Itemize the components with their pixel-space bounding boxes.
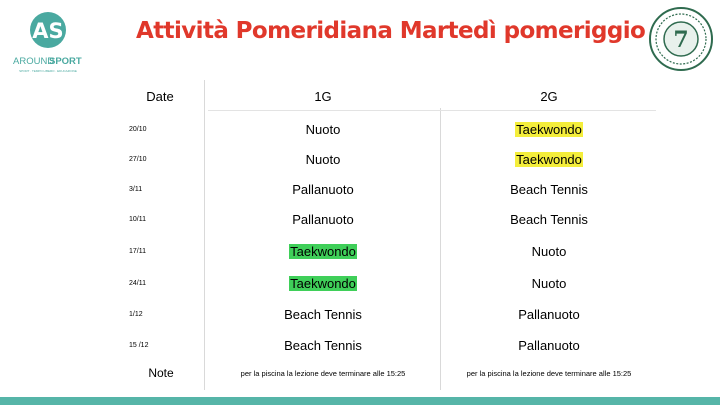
- table-row: [124, 238, 656, 264]
- table-row: [124, 332, 656, 358]
- row-1g-activity: Beach Tennis: [284, 306, 362, 322]
- row-2g-activity: Pallanuoto: [518, 337, 580, 353]
- school-seal-graphic: [648, 6, 714, 72]
- row-1g-activity: Nuoto: [305, 121, 341, 137]
- row-date: 27/10: [129, 155, 147, 163]
- note-label: Note: [148, 366, 174, 380]
- footer-bar: [0, 397, 720, 405]
- row-date: 24/11: [129, 279, 146, 287]
- header-1g: 1G: [314, 88, 332, 104]
- logo-name-sport: SPORT: [49, 56, 82, 67]
- header-date: Date: [146, 88, 174, 104]
- row-2g-activity: Taekwondo: [516, 121, 582, 137]
- row-1g-activity: Taekwondo: [290, 275, 356, 291]
- table-row: [124, 206, 656, 232]
- aroundsport-logo: [8, 6, 88, 76]
- row-date: 1/12: [129, 310, 143, 318]
- row-date: 10/11: [129, 215, 146, 223]
- logo-letters: AS: [32, 19, 64, 43]
- row-date: 3/11: [129, 185, 143, 193]
- row-date: 20/10: [129, 125, 147, 133]
- row-1g-activity: Pallanuoto: [292, 181, 354, 197]
- row-date: 17/11: [129, 247, 146, 255]
- row-2g-activity: Beach Tennis: [510, 181, 588, 197]
- row-2g-activity: Taekwondo: [516, 151, 582, 167]
- row-1g-activity: Pallanuoto: [292, 211, 354, 227]
- logo-tagline: SPORT · TEMPO LIBERO · EDUCAZIONE: [19, 69, 77, 73]
- note-2g: per la piscina la lezione deve terminare alle 15:25: [466, 368, 632, 378]
- table-row: [124, 116, 656, 142]
- table-row: [124, 301, 656, 327]
- row-1g-activity: Beach Tennis: [284, 337, 362, 353]
- row-2g-activity: Nuoto: [531, 275, 567, 291]
- table-row: [124, 270, 656, 296]
- table-row-note: [124, 360, 656, 386]
- seal-numeral: 7: [673, 27, 689, 53]
- schedule-table: [124, 80, 656, 390]
- header-2g: 2G: [540, 88, 558, 104]
- row-1g-activity: Taekwondo: [290, 243, 356, 259]
- row-2g-activity: Beach Tennis: [510, 211, 588, 227]
- school-seal: [648, 6, 714, 72]
- table-row: [124, 176, 656, 202]
- table-row: [124, 146, 656, 172]
- row-2g-activity: Pallanuoto: [518, 306, 580, 322]
- aroundsport-logo-graphic: [8, 6, 88, 76]
- table-header: [124, 80, 656, 112]
- row-1g-activity: Nuoto: [305, 151, 341, 167]
- row-date: 15 /12: [129, 341, 149, 349]
- page-title: Attività Pomeridiana Martedì pomeriggio: [136, 18, 646, 44]
- row-2g-activity: Nuoto: [531, 243, 567, 259]
- logo-name-around: AROUND: [13, 56, 55, 67]
- note-1g: per la piscina la lezione deve terminare alle 15:25: [240, 368, 406, 378]
